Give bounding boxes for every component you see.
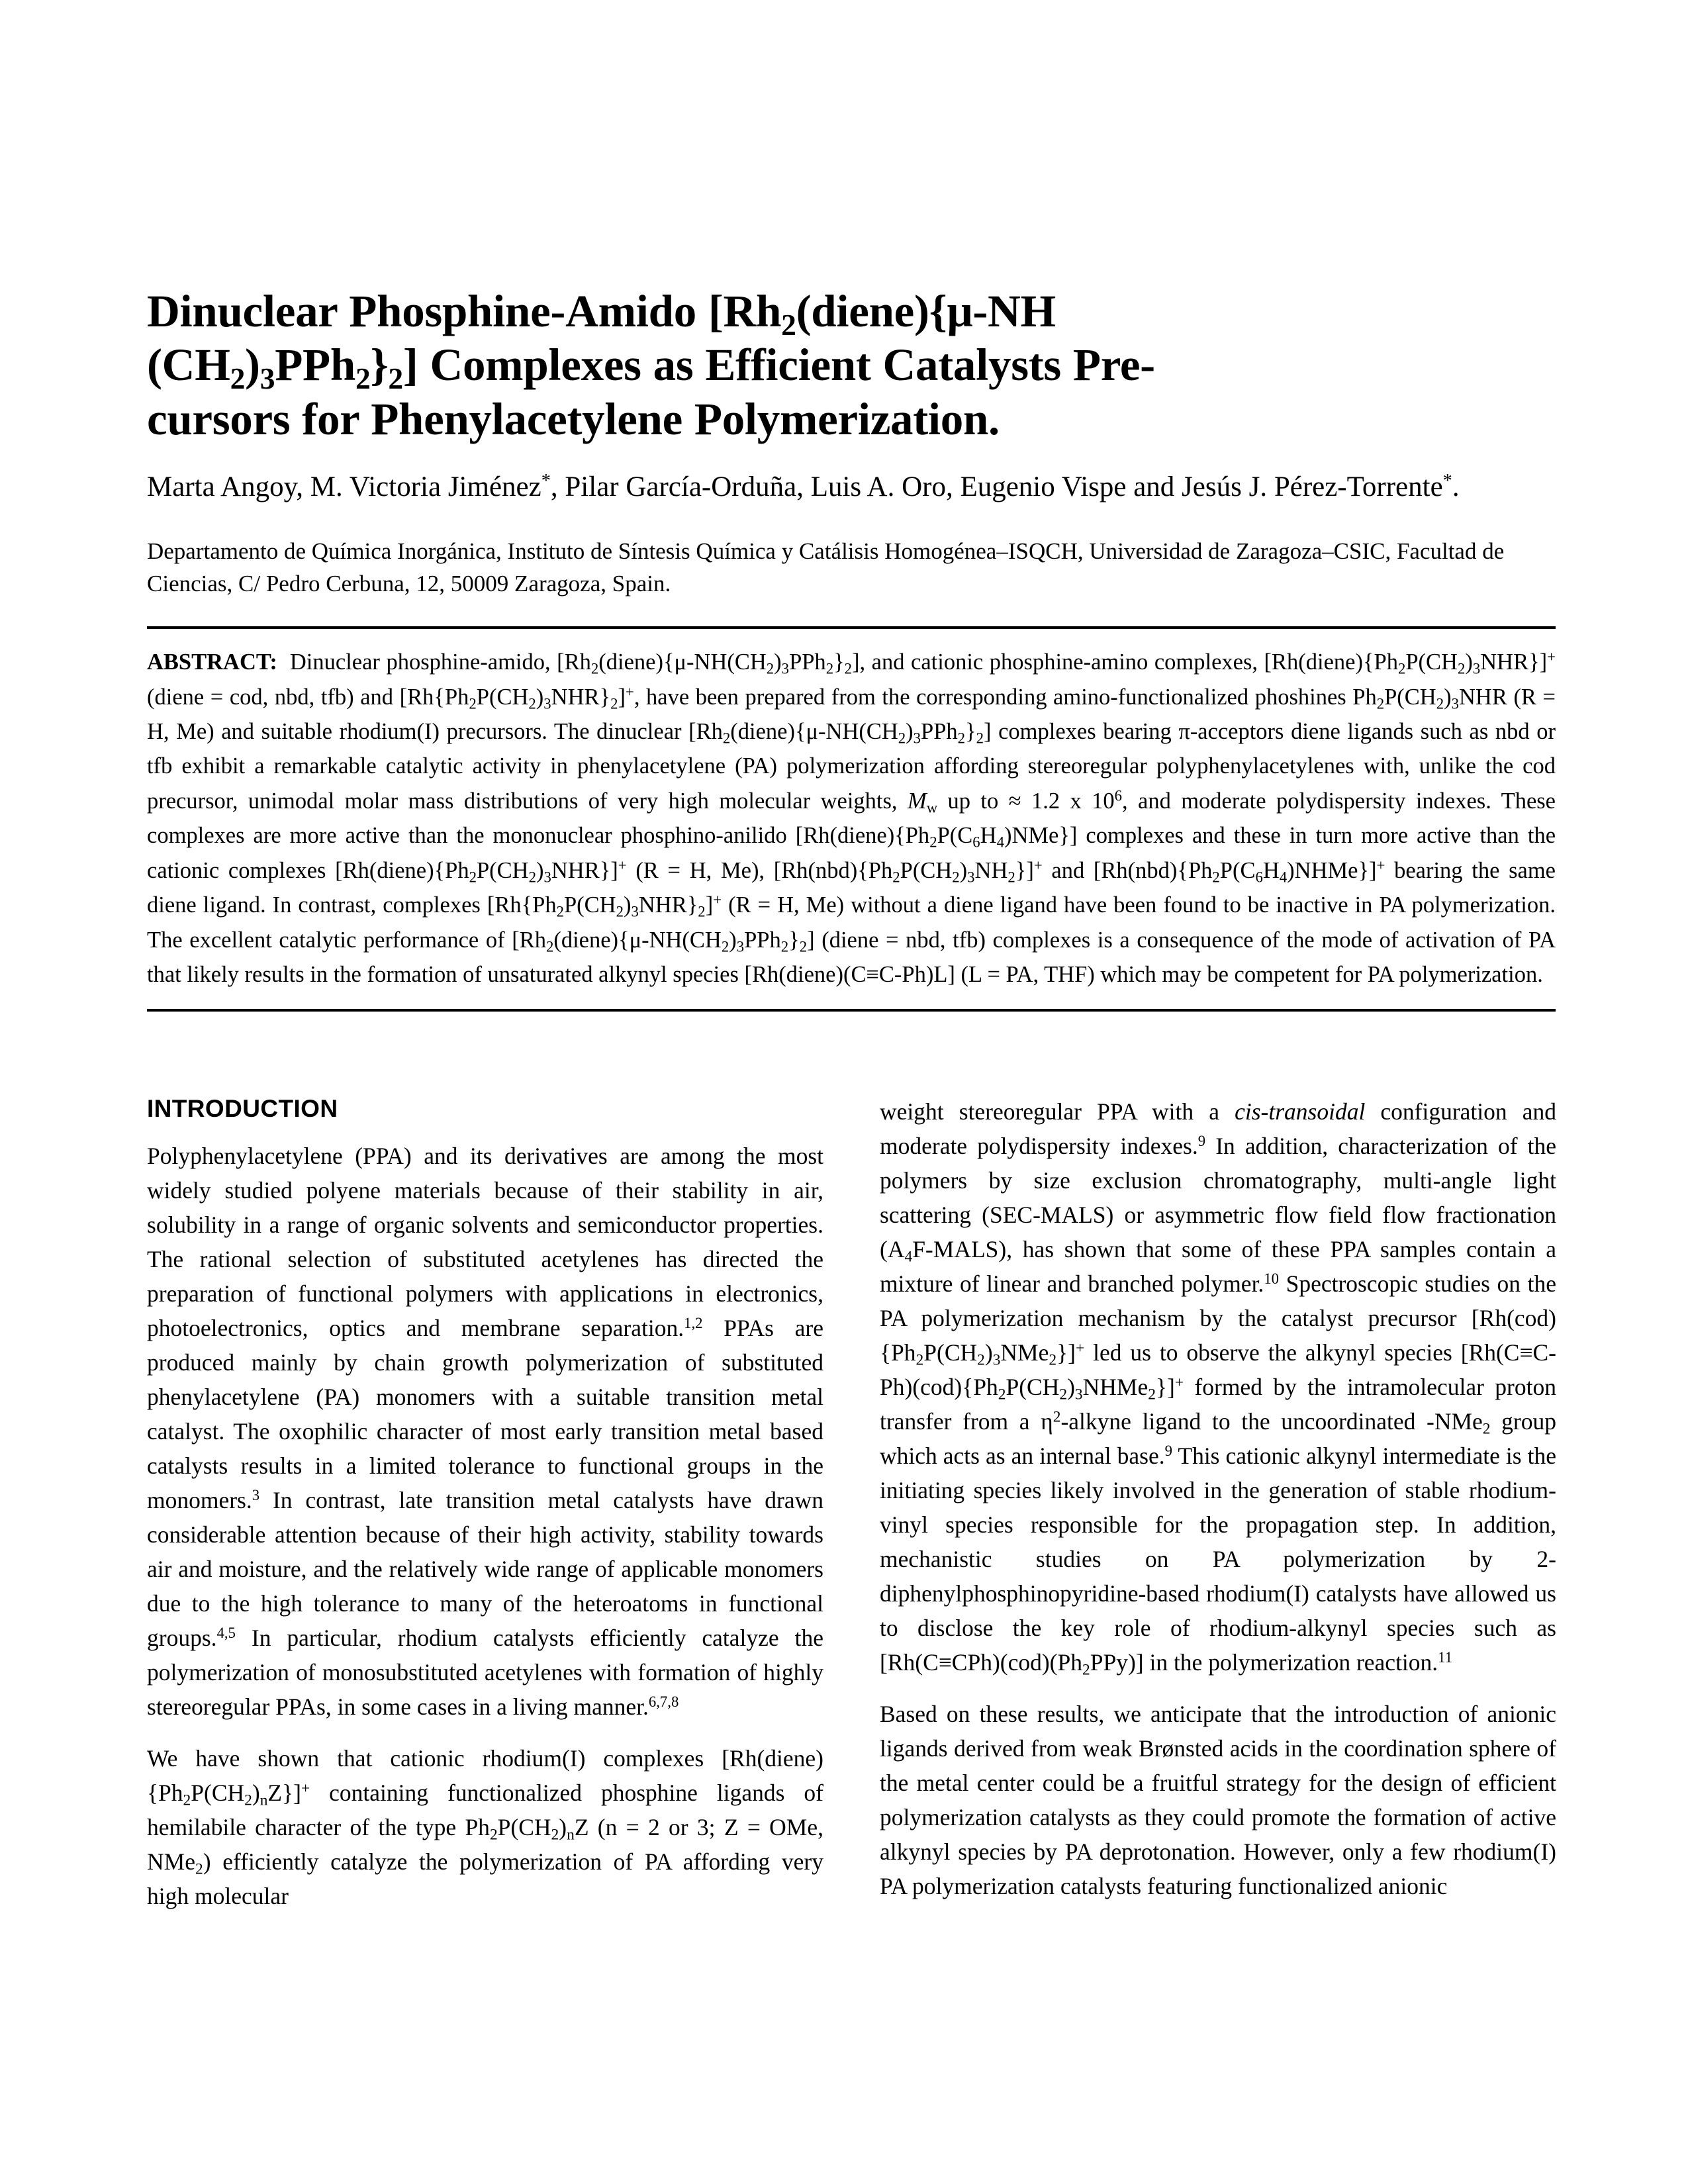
title-line-3: cursors for Phenylacetylene Polymerization.	[147, 393, 1000, 444]
paragraph: Based on these results, we anticipate that the introduction of anionic ligands derived from weak Brønsted acids in the coordination sphere of the metal center could be a fruitful strategy for the design of efficient polymerization catalysts as they could promote the formation of active alkynyl species by PA deprotonation. However, only a few rhodium(I) PA polymerization catalysts featuring functionalized anionic	[880, 1701, 1556, 1900]
left-column	[147, 1094, 823, 1913]
body-columns	[147, 1094, 1556, 1913]
author-list: Marta Angoy, M. Victoria Jiménez*, Pilar García-Orduña, Luis A. Oro, Eugenio Vispe and Jesús J. Pérez-Torrente*.	[147, 471, 1460, 503]
abstract-text: ABSTRACT: Dinuclear phosphine-amido, $[Rh_2(diene)\{\mu-NH(CH_2)_3PPh_2\}_2]$, and cationic phosphine-amino complexes, $[Rh(diene)\{Ph_2P(CH_2)_3NHR\}]^+$ (diene = cod, nbd, tfb) and $[Rh\{Ph_2P(CH_2)_3NHR\}_2]^+$, have been prepared from the corresponding amino-functionalized phoshines $Ph_2P(CH_2)_3NHR$ (R = H, Me) and suitable rhodium(I) precursors. The dinuclear $[Rh_2(diene)\{\mu-NH(CH_2)_3PPh_2\}_2]$ complexes bearing π-acceptors diene ligands such as nbd or tfb exhibit a remarkable catalytic activity in phenylacetylene (PA) polymerization affording stereoregular polyphenylacetylenes with, unlike the cod precursor, unimodal molar mass distributions of very high molecular weights, $M_w$ up to ≈ 1.2 x $10^6$, and moderate polydispersity indexes. These complexes are more active than the mononuclear phosphino-anilido $[Rh(diene)\{Ph_2P(C_6H_4)NMe\}]$ complexes and these in turn more active than the cationic complexes $[Rh(diene)\{Ph_2P(CH_2)_3NHR\}]^+$ (R = H, Me), $[Rh(nbd)\{Ph_2P(CH_2)_3NH_2\}]^+$ and $[Rh(nbd)\{Ph_2P(C_6H_4)NHMe\}]^+$ bearing the same diene ligand. In contrast, complexes $[Rh\{Ph_2P(CH_2)_3NHR\}_2]^+$ (R = H, Me) without a diene ligand have been found to be inactive in PA polymerization. The excellent catalytic performance of $[Rh_2(diene)\{\mu-NH(CH_2)_3PPh_2\}_2]$ (diene = nbd, tfb) complexes is a consequence of the mode of activation of PA that likely results in the formation of unsaturated alkynyl species [Rh(diene)(C≡C-Ph)L] (L = PA, THF) which may be competent for PA polymerization.	[147, 648, 1556, 988]
paragraph: weight stereoregular PPA with a cis-transoidal configuration and moderate polydispersity indexes.$^9$ In addition, characterization of the polymers by size exclusion chromatography, multi-angle light scattering (SEC-MALS) or asymmetric flow field flow fractionation $(A_4F-MALS)$, has shown that some of these PPA samples contain a mixture of linear and branched polymer.$^{10}$ Spectroscopic studies on the PA polymerization mechanism by the catalyst precursor $[Rh(cod)\{Ph_2P(CH_2)_3NMe_2\}]^+$ led us to observe the alkynyl species $[Rh(C\equiv C-Ph)(cod)\{Ph_2P(CH_2)_3NHMe_2\}]^+$ formed by the intramolecular proton transfer from a $\eta^2$-alkyne ligand to the uncoordinated -NMe$_2$ group which acts as an internal base.$^9$ This cationic alkynyl intermediate is the initiating species likely involved in the generation of stable rhodium-vinyl species responsible for the propagation step. In addition, mechanistic studies on PA polymerization by 2-diphenylphosphinopyridine-based rhodium(I) catalysts have allowed us to disclose the key role of rhodium-alkynyl species such as $[Rh(C\equiv CPh)(cod)(Ph_2PPy)]$ in the polymerization reaction.$^{11}$	[880, 1098, 1557, 1680]
affiliation: Departamento de Química Inorgánica, Instituto de Síntesis Química y Catálisis Homogénea–ISQCH, Universidad de Zaragoza–CSIC, Facultad de Ciencias, C/ Pedro Cerbuna, 12, 50009 Zaragoza, Spain.	[147, 538, 1505, 597]
paragraph: We have shown that cationic rhodium(I) complexes $[Rh(diene)\{Ph_2P(CH_2)_nZ\}]^+$ containing functionalized phosphine ligands of hemilabile character of the type $Ph_2P(CH_2)_nZ$ (n = 2 or 3; Z = OMe, NMe$_2$) efficiently catalyze the polymerization of PA affording very high molecular	[147, 1744, 823, 1909]
abstract-block	[147, 626, 1556, 1012]
paragraph: Polyphenylacetylene (PPA) and its derivatives are among the most widely studied polyene materials because of their stability in air, solubility in a range of organic solvents and semiconductor properties. The rational selection of substituted acetylenes has directed the preparation of functional polymers with applications in electronics, photoelectronics, optics and membrane separation.$^{1,2}$ PPAs are produced mainly by chain growth polymerization of substituted phenylacetylene (PA) monomers with a suitable transition metal catalyst. The oxophilic character of most early transition metal based catalysts results in a limited tolerance to functional groups in the monomers.$^3$ In contrast, late transition metal catalysts have drawn considerable attention because of their high activity, stability towards air and moisture, and the relatively wide range of applicable monomers due to the high tolerance to many of the heteroatoms in functional groups.$^{4,5}$ In particular, rhodium catalysts efficiently catalyze the polymerization of monosubstituted acetylenes with formation of highly stereoregular PPAs, in some cases in a living manner.$^{6,7,8}$	[147, 1142, 823, 1720]
page-title	[147, 285, 1557, 446]
title-line-2: $(CH_2)_3PPh_2\}_2$] Complexes as Efficient Catalysts Pre-	[147, 340, 1155, 396]
abstract-label: ABSTRACT:	[147, 649, 277, 675]
section-heading-introduction: INTRODUCTION	[147, 1095, 338, 1123]
title-line-1: Dinuclear Phosphine-Amido [$Rh_2(diene)\{\mu-NH$	[147, 286, 1056, 342]
right-column	[880, 1094, 1556, 1913]
